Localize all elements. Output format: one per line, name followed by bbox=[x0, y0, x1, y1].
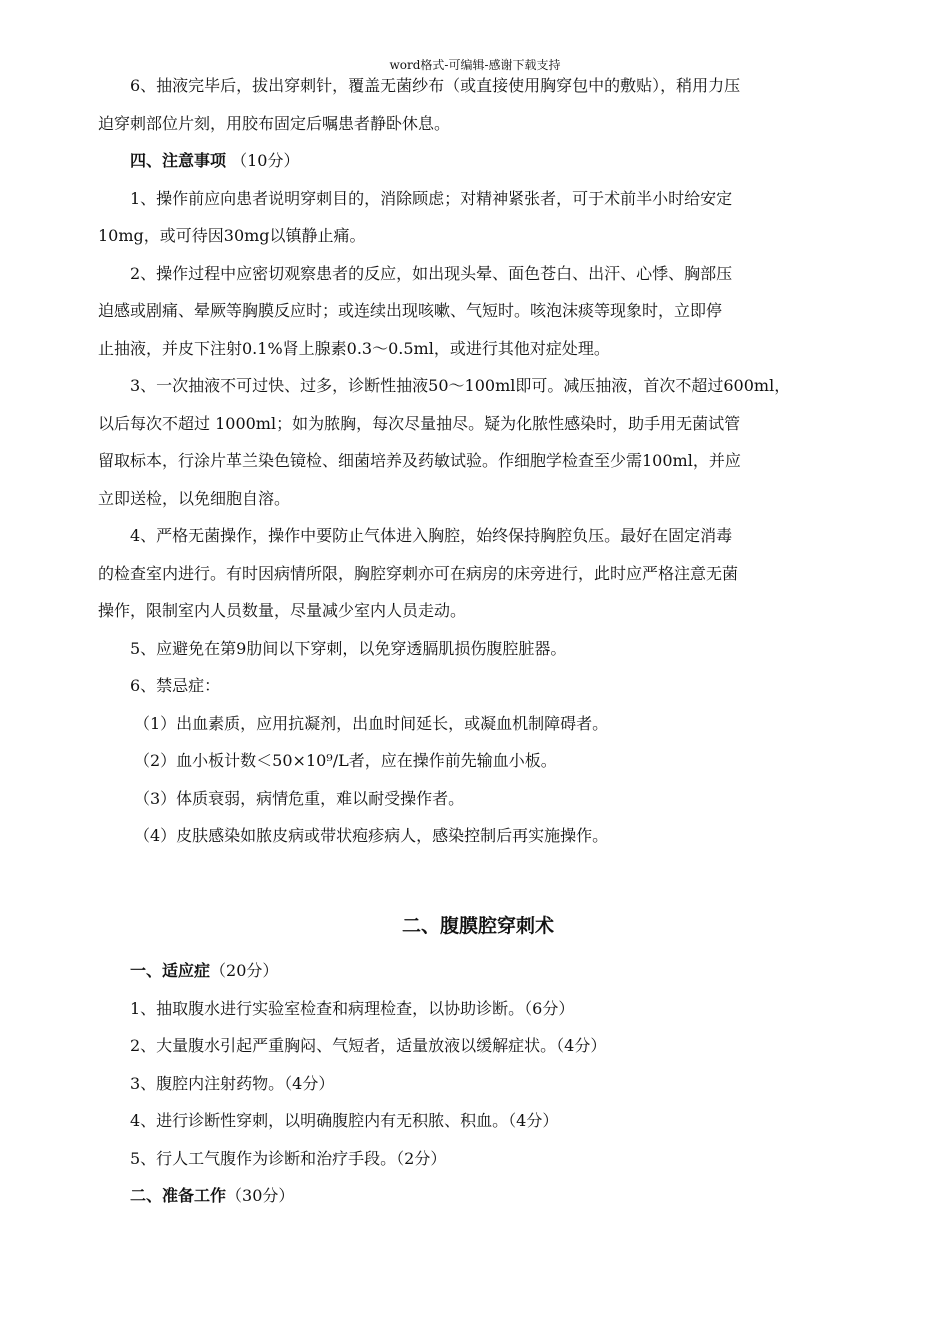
paragraph-line: 2、操作过程中应密切观察患者的反应，如出现头晕、面色苍白、出汗、心悸、胸部压 bbox=[130, 264, 733, 283]
list-item: 5、行人工气腹作为诊断和治疗手段。（2分） bbox=[130, 1149, 447, 1168]
paragraph-line: 以后每次不超过 1000ml；如为脓胸，每次尽量抽尽。疑为化脓性感染时，助手用无菌试管 bbox=[98, 414, 741, 433]
section-score: （10分） bbox=[231, 151, 300, 170]
paragraph-line: 止抽液，并皮下注射0.1%肾上腺素0.3～0.5ml，或进行其他对症处理。 bbox=[98, 339, 610, 358]
paragraph-line: 3、一次抽液不可过快、过多，诊断性抽液50～100ml即可。减压抽液，首次不超过600ml， bbox=[130, 376, 791, 395]
list-item: 3、腹腔内注射药物。（4分） bbox=[130, 1074, 335, 1093]
paragraph-line: 立即送检，以免细胞自溶。 bbox=[98, 489, 291, 508]
paragraph-line: 10mg，或可待因30mg以镇静止痛。 bbox=[98, 226, 366, 245]
chapter-title: 二、腹膜腔穿刺术 bbox=[401, 915, 554, 937]
paragraph-line: 4、严格无菌操作，操作中要防止气体进入胸腔，始终保持胸腔负压。最好在固定消毒 bbox=[130, 526, 733, 545]
paragraph-line: 6、禁忌症： bbox=[130, 676, 221, 695]
section-score: （30分） bbox=[226, 1186, 295, 1205]
paragraph-line: 6、抽液完毕后，拔出穿刺针，覆盖无菌纱布（或直接使用胸穿包中的敷贴），稍用力压 bbox=[130, 76, 741, 95]
paragraph-line: 迫感或剧痛、晕厥等胸膜反应时；或连续出现咳嗽、气短时。咳泡沫痰等现象时，立即停 bbox=[98, 301, 723, 320]
section-title: 一、适应症 bbox=[130, 961, 211, 980]
list-item: （4）皮肤感染如脓皮病或带状疱疹病人，感染控制后再实施操作。 bbox=[134, 826, 609, 845]
section-score: （20分） bbox=[210, 961, 279, 980]
paragraph-line: 迫穿刺部位片刻，用胶布固定后嘱患者静卧休息。 bbox=[98, 114, 451, 133]
paragraph-line: 操作，限制室内人员数量，尽量减少室内人员走动。 bbox=[98, 601, 467, 620]
paragraph-line: 的检查室内进行。有时因病情所限，胸腔穿刺亦可在病房的床旁进行，此时应严格注意无菌 bbox=[98, 564, 739, 583]
paragraph-line: 1、操作前应向患者说明穿刺目的，消除顾虑；对精神紧张者，可于术前半小时给安定 bbox=[130, 189, 733, 208]
paragraph-line: 留取标本，行涂片革兰染色镜检、细菌培养及药敏试验。作细胞学检查至少需100ml，并应 bbox=[98, 451, 741, 470]
page-header: word格式-可编辑-感谢下载支持 bbox=[389, 58, 561, 72]
list-item: （3）体质衰弱，病情危重，难以耐受操作者。 bbox=[134, 789, 465, 808]
list-item: 2、大量腹水引起严重胸闷、气短者，适量放液以缓解症状。（4分） bbox=[130, 1036, 607, 1055]
section-title: 二、准备工作 bbox=[130, 1186, 227, 1205]
paragraph-line: 5、应避免在第9肋间以下穿刺，以免穿透膈肌损伤腹腔脏器。 bbox=[130, 639, 567, 658]
list-item: 1、抽取腹水进行实验室检查和病理检查，以协助诊断。（6分） bbox=[130, 999, 575, 1018]
list-item: （2）血小板计数＜50×10⁹/L者，应在操作前先输血小板。 bbox=[134, 751, 557, 770]
section-heading bbox=[130, 1182, 294, 1210]
list-item: 4、进行诊断性穿刺，以明确腹腔内有无积脓、积血。（4分） bbox=[130, 1111, 559, 1130]
section-heading bbox=[130, 957, 278, 985]
list-item: （1）出血素质，应用抗凝剂，出血时间延长，或凝血机制障碍者。 bbox=[134, 714, 609, 733]
section-title: 四、注意事项 bbox=[130, 151, 227, 170]
section-heading bbox=[130, 147, 299, 175]
